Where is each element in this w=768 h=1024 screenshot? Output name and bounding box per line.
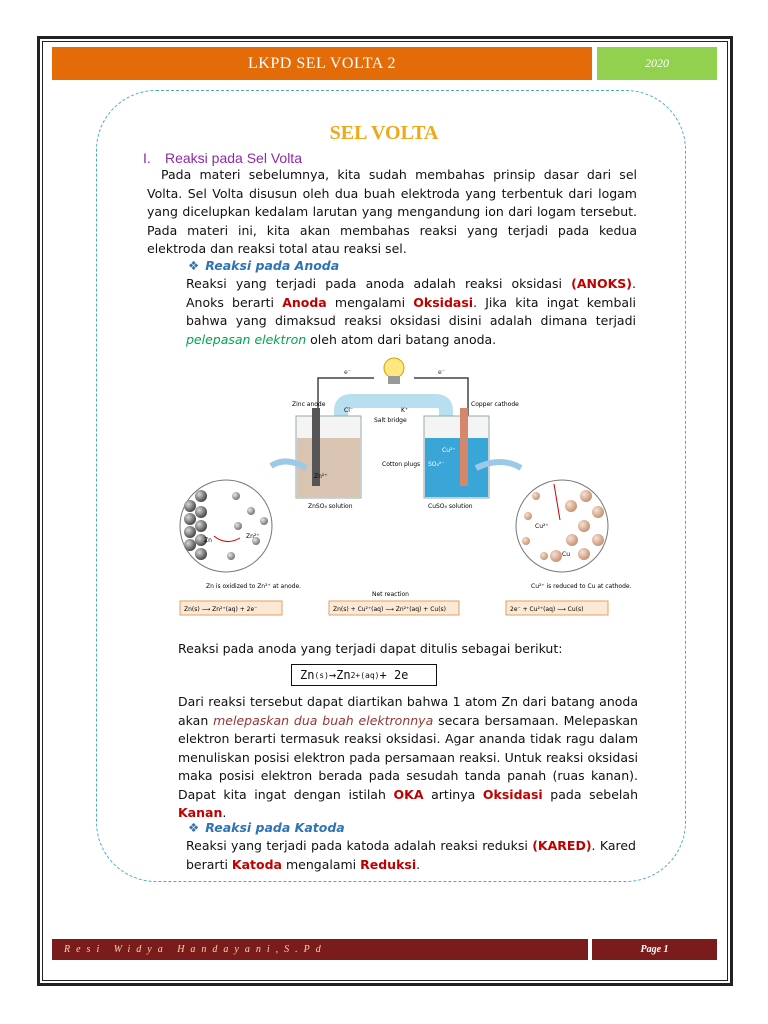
diamond-bullet-icon: ❖ (188, 258, 200, 273)
footer-author-text: Resi Widya Handayani,S.Pd (64, 944, 327, 955)
header-year-text: 2020 (645, 56, 669, 70)
anoda-text-4: . Jika kita ingat kembali bahwa yang dimaksud reaksi oksidasi disini adalah dimana terjadi (186, 294, 636, 328)
katoda-keyword: Katoda (231, 856, 282, 872)
section-heading (143, 150, 302, 166)
voltaic-cell-figure (176, 356, 632, 626)
anoda-heading-text: Reaksi pada Anoda (205, 258, 340, 273)
section-number: I. (143, 150, 151, 166)
zn-atom-label: Zn (204, 537, 212, 544)
eq-aqueous-state: (aq) (360, 670, 380, 680)
explain-text-3: artinya (423, 786, 483, 802)
anoda-equation-intro: Reaksi pada anoda yang terjadi dapat ditulis sebagai berikut: (178, 641, 563, 656)
anoda-text-2: . Anoks berarti (186, 276, 636, 310)
kanan-keyword: Kanan (178, 805, 223, 820)
katoda-text-1: Reaksi yang terjadi pada katoda adalah reaksi reduksi (186, 838, 533, 853)
zoom-arrow-right (476, 462, 521, 468)
electron-label-left: e⁻ (344, 369, 351, 376)
eq-solid-state: (s) (314, 670, 329, 680)
anoda-paragraph (186, 275, 636, 349)
anoda-text-5: oleh atom dari batang anoda. (306, 331, 497, 347)
footer-page (592, 939, 717, 960)
cl-ion-label: Cl⁻ (344, 407, 354, 414)
oka-keyword: OKA (393, 786, 424, 802)
light-bulb-icon (384, 358, 404, 384)
cu2-atom-label: Cu²⁺ (535, 523, 549, 530)
eq-left-text: Zn(s) ⟶ Zn²⁺(aq) + 2e⁻ (184, 606, 258, 613)
katoda-text-4: . (416, 856, 421, 872)
header-year (597, 47, 717, 80)
anoda-keyword: Anoda (282, 294, 327, 310)
katoda-text-3: mengalami (282, 856, 361, 872)
explain-text-2: secara bersamaan. Melepaskan elektron berarti termasuk reaksi oksidasi. Agar ananda tidak ragu dalam menuliskan posisi elektron pada persamaan reaksi. Untuk reaksi oksidasi maka posisi elektron berada pada sesudah tanda panah (ruas kanan). Dapat kita ingat dengan istilah (178, 712, 638, 802)
pelepasan-elektron-keyword: pelepasan elektron (186, 331, 307, 347)
page-title: SEL VOLTA (329, 122, 439, 144)
footer-page-text: Page 1 (640, 944, 669, 955)
znso4-label: ZnSO₄ solution (308, 503, 353, 510)
explain-text-4: pada sebelah (542, 786, 638, 802)
salt-bridge-label: Salt bridge (374, 417, 407, 424)
anoda-heading (188, 258, 339, 273)
eq-right-text: 2e⁻ + Cu²⁺(aq) ⟶ Cu(s) (510, 606, 584, 613)
anoda-text-3: mengalami (326, 294, 414, 310)
section-title: Reaksi pada Sel Volta (165, 150, 302, 166)
oksidasi-keyword: Oksidasi (413, 294, 474, 310)
copper-cathode-label: Copper cathode (471, 401, 519, 408)
copper-zoom-circle (516, 480, 608, 572)
diamond-bullet-icon: ❖ (188, 820, 200, 835)
katoda-paragraph (186, 837, 636, 874)
anoda-equation-box (291, 664, 437, 686)
anoks-keyword: (ANOKS) (571, 276, 633, 291)
copper-cathode (460, 408, 468, 486)
header-title-text: LKPD SEL VOLTA 2 (248, 54, 396, 72)
explain-text-1: Dari reaksi tersebut dapat diartikan bahwa 1 atom Zn dari batang anoda akan (178, 694, 638, 728)
zn2-atom-label: Zn²⁺ (246, 533, 260, 540)
k-ion-label: K⁺ (401, 407, 409, 414)
anoda-text-1: Reaksi yang terjadi pada anoda adalah reaksi oksidasi (186, 276, 572, 291)
znso4-solution (297, 438, 360, 497)
net-caption: Net reaction (372, 591, 409, 598)
electron-label-right: e⁻ (438, 369, 445, 376)
katoda-heading-text: Reaksi pada Katoda (205, 820, 345, 835)
zoom-arrow-left (271, 461, 306, 468)
zn-caption: Zn is oxidized to Zn²⁺ at anode. (206, 583, 302, 590)
header-title (52, 47, 592, 80)
cu-caption: Cu²⁺ is reduced to Cu at cathode. (531, 583, 632, 590)
explain-text-5: . (222, 805, 227, 820)
eq-zn-ion: Zn (336, 668, 351, 682)
zn2-ion-label: Zn²⁺ (314, 473, 328, 480)
oksidasi-keyword-2: Oksidasi (482, 786, 543, 802)
cu-atom-label: Cu (562, 551, 570, 558)
cotton-plugs-label: Cotton plugs (382, 461, 421, 468)
katoda-heading (188, 820, 345, 835)
reduksi-keyword: Reduksi (360, 856, 417, 872)
eq-mid-text: Zn(s) + Cu²⁺(aq) ⟶ Zn²⁺(aq) + Cu(s) (333, 606, 447, 613)
eq-arrow: → (328, 668, 337, 682)
eq-electrons: + 2e (379, 668, 409, 682)
cu2-ion-label: Cu²⁺ (442, 447, 456, 454)
explanation-paragraph (178, 693, 638, 823)
melepaskan-keyword: melepaskan dua buah elektronnya (213, 712, 434, 728)
intro-paragraph: Pada materi sebelumnya, kita sudah membahas prinsip dasar dari sel Volta. Sel Volta disusun oleh dua buah elektroda yang terbentuk dari logam yang dicelupkan kedalam larutan yang mengandung ion dari logam tersebut. Pada materi ini, kita akan membahas reaksi yang terjadi pada kedua elektroda dan reaksi total atau reaksi sel. (147, 167, 637, 256)
eq-charge: 2+ (350, 670, 361, 680)
katoda-text-2: . Kared berarti (186, 838, 636, 872)
footer-author (52, 939, 588, 960)
zinc-anode-label: Zinc anode (292, 401, 326, 408)
kared-keyword: (KARED) (532, 838, 592, 853)
cuso4-label: CuSO₄ solution (428, 503, 473, 510)
so4-ion-label: SO₄²⁻ (428, 461, 445, 468)
eq-zn: Zn (300, 668, 315, 682)
zinc-zoom-circle (180, 480, 272, 572)
